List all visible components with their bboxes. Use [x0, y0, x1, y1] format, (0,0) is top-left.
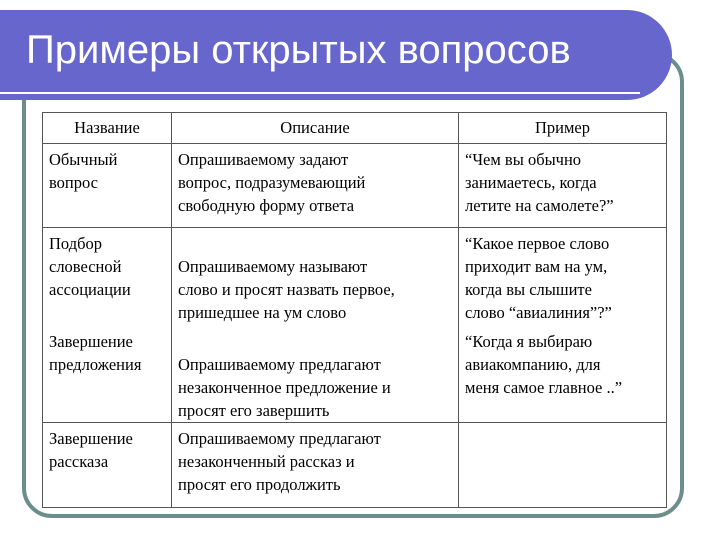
examples-table	[42, 112, 667, 508]
question-type-name: Подбор словесной ассоциации	[49, 234, 131, 299]
cell-name	[43, 228, 172, 423]
title-underline	[0, 92, 640, 94]
cell-name	[43, 423, 172, 508]
cell-name	[43, 144, 172, 228]
question-type-description: Опрашиваемому предлагают незаконченное предложение и просят его завершить	[178, 355, 391, 420]
cell-description	[172, 423, 459, 508]
cell-example	[459, 144, 667, 228]
cell-example	[459, 423, 667, 508]
table-row	[43, 144, 667, 228]
question-type-description: Опрашиваемому называют слово и просят назвать первое, пришедшее на ум слово	[178, 257, 395, 322]
header-example: Пример	[459, 113, 667, 144]
header-description: Описание	[172, 113, 459, 144]
table-row	[43, 423, 667, 508]
table-header-row	[43, 113, 667, 144]
question-type-example: “Какое первое слово приходит вам на ум, когда вы слышите слово “авиалиния”?”	[465, 234, 612, 322]
table-row	[43, 228, 667, 423]
cell-example	[459, 228, 667, 423]
cell-description	[172, 144, 459, 228]
question-type-example: “Чем вы обычно занимаетесь, когда летите на самолете?”	[465, 150, 614, 215]
slide-title: Примеры открытых вопросов	[26, 28, 571, 72]
header-name: Название	[43, 113, 172, 144]
cell-description	[172, 228, 459, 423]
question-type-description: Опрашиваемому задают вопрос, подразумевающий свободную форму ответа	[178, 150, 366, 215]
question-type-name: Завершение предложения	[49, 332, 142, 374]
question-type-example: “Когда я выбираю авиакомпанию, для меня самое главное ..”	[465, 332, 623, 397]
question-type-name: Обычный вопрос	[49, 150, 118, 192]
question-type-description: Опрашиваемому предлагают незаконченный рассказ и просят его продолжить	[178, 429, 381, 494]
question-type-name: Завершение рассказа	[49, 429, 133, 471]
